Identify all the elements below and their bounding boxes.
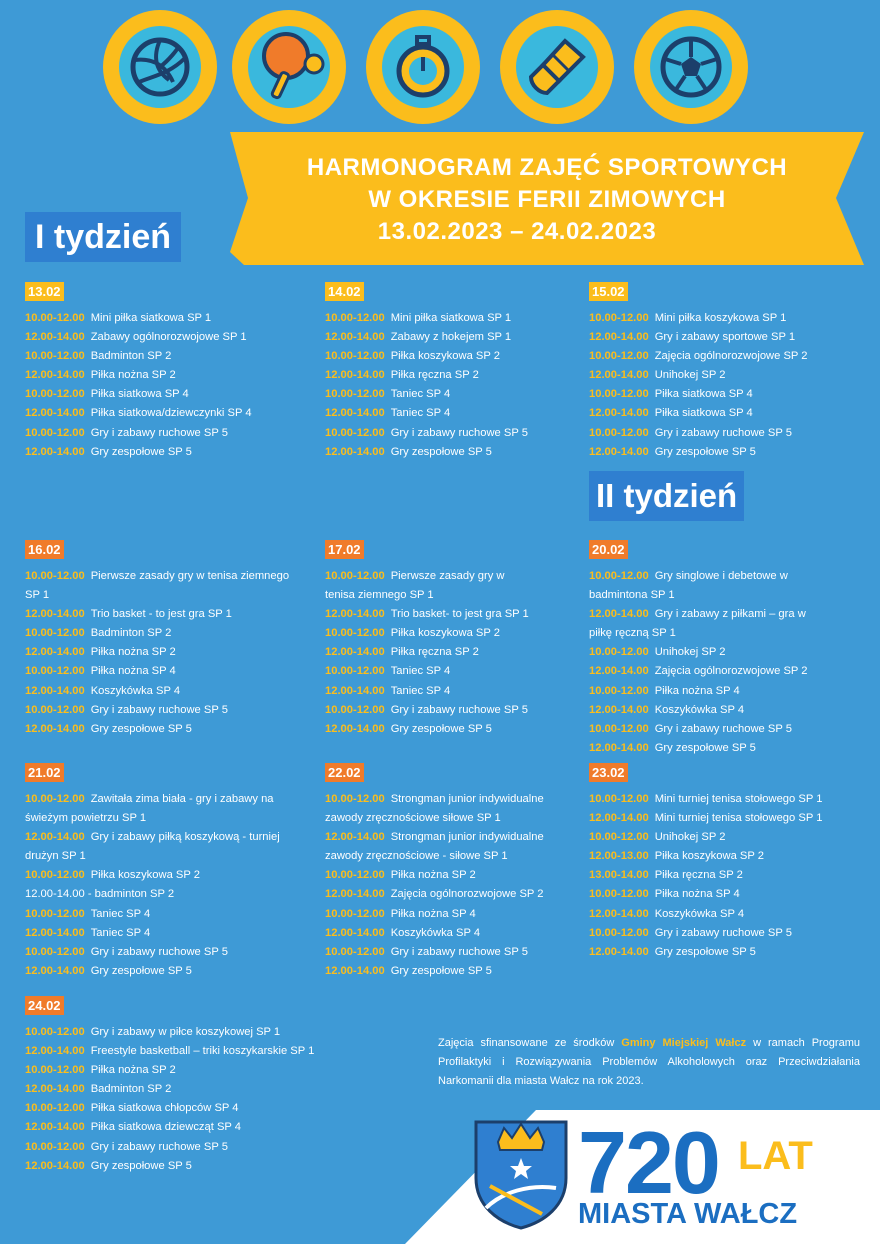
schedule-time: 10.00-12.00 bbox=[589, 722, 649, 735]
schedule-time: 12.00-14.00 bbox=[325, 926, 385, 939]
day-date: 20.02 bbox=[589, 540, 628, 559]
schedule-time: 12.00-14.00 bbox=[25, 608, 85, 621]
schedule-activity: Gry i zabawy ruchowe SP 5 bbox=[654, 426, 792, 439]
schedule-time: 12.00-14.00 bbox=[589, 907, 649, 920]
schedule-time: 12.00-14.00 bbox=[25, 684, 85, 697]
schedule-time: 10.00-12.00 bbox=[25, 793, 85, 805]
schedule-activity: Piłka nożna SP 4 bbox=[654, 684, 740, 697]
schedule-activity: Piłka nożna SP 2 bbox=[90, 369, 176, 382]
schedule-activity: Piłka nożna SP 4 bbox=[654, 888, 740, 901]
schedule-time: 13.00-14.00 bbox=[589, 869, 649, 882]
schedule-time: 10.00-12.00 bbox=[589, 684, 649, 697]
logo-city: MIASTA WAŁCZ bbox=[578, 1198, 798, 1230]
schedule-time: 12.00-13.00 bbox=[589, 850, 649, 863]
schedule-activity: Piłka nożna SP 2 bbox=[390, 869, 476, 882]
schedule-activity: Piłka koszykowa SP 2 bbox=[390, 350, 500, 363]
schedule-activity: Gry zespołowe SP 5 bbox=[90, 445, 192, 458]
banner-title-line2: W OKRESIE FERII ZIMOWYCH bbox=[368, 186, 726, 213]
schedule-activity: Mini piłka siatkowa SP 1 bbox=[390, 312, 512, 324]
week-1-label: I tydzień bbox=[25, 212, 181, 262]
schedule-time: 10.00-12.00 bbox=[589, 312, 649, 324]
schedule-time: 10.00-12.00 bbox=[25, 350, 85, 363]
schedule-activity: Piłka siatkowa/dziewczynki SP 4 bbox=[90, 407, 252, 420]
schedule-time: 10.00-12.00 bbox=[325, 945, 385, 958]
schedule-time: 12.00-14.00 bbox=[325, 407, 385, 420]
walcz-coat-of-arms-icon bbox=[472, 1118, 570, 1230]
schedule-activity: Pierwsze zasady gry w tenisa ziemnego SP 1 bbox=[325, 570, 505, 602]
schedule-activity: Piłka koszykowa SP 2 bbox=[654, 850, 764, 863]
schedule-time: 10.00-12.00 bbox=[25, 945, 85, 958]
schedule-time: 12.00-14.00 bbox=[25, 1045, 85, 1058]
schedule-time: 10.00-12.00 bbox=[25, 907, 85, 920]
schedule-time: 10.00-12.00 bbox=[25, 388, 85, 401]
schedule-time: 10.00-12.00 bbox=[325, 312, 385, 324]
schedule-time: 12.00-14.00 bbox=[325, 888, 385, 901]
schedule-activity: Gry singlowe i debetowe w badmintona SP 1 bbox=[589, 570, 788, 602]
day-date: 16.02 bbox=[25, 540, 64, 559]
schedule-time: 12.00-14.00 bbox=[589, 445, 649, 458]
schedule-activity: Piłka siatkowa SP 4 bbox=[654, 388, 753, 401]
funding-note-highlight: Gminy Miejskiej Wałcz bbox=[621, 1037, 747, 1049]
day-date: 14.02 bbox=[325, 282, 364, 301]
schedule-time: 10.00-12.00 bbox=[25, 1140, 85, 1153]
schedule-activity: Zajęcia ogólnorozwojowe SP 2 bbox=[390, 888, 544, 901]
schedule-activity: Gry i zabawy ruchowe SP 5 bbox=[654, 926, 792, 939]
schedule-time: 12.00-14.00 bbox=[25, 331, 85, 344]
schedule-activity: Zabawy ogólnorozwojowe SP 1 bbox=[90, 331, 247, 344]
schedule-time: 10.00-12.00 bbox=[325, 703, 385, 716]
schedule-activity: Koszykówka SP 4 bbox=[654, 907, 745, 920]
schedule-time: 10.00-12.00 bbox=[325, 388, 385, 401]
schedule-activity: Gry i zabawy ruchowe SP 5 bbox=[90, 945, 228, 958]
schedule-time: 12.00-14.00 bbox=[25, 1159, 85, 1172]
schedule-time: 10.00-12.00 bbox=[589, 570, 649, 582]
schedule-activity: Taniec SP 4 bbox=[390, 665, 451, 678]
schedule-activity: Gry i zabawy ruchowe SP 5 bbox=[390, 426, 528, 439]
schedule-time: 10.00-12.00 bbox=[25, 627, 85, 640]
schedule-activity: Piłka koszykowa SP 2 bbox=[90, 869, 200, 882]
schedule-activity: Zajęcia ogólnorozwojowe SP 2 bbox=[654, 665, 808, 678]
schedule-activity: Unihokej SP 2 bbox=[654, 646, 726, 659]
schedule-activity: Piłka siatkowa chłopców SP 4 bbox=[90, 1102, 239, 1115]
schedule-time: 12.00-14.00 bbox=[325, 722, 385, 735]
schedule-time: 12.00-14.00 bbox=[25, 722, 85, 735]
schedule-time: 12.00-14.00 bbox=[589, 608, 649, 621]
funding-note-part1: Zajęcia sfinansowane ze środków bbox=[438, 1037, 615, 1049]
schedule-time: 10.00-12.00 bbox=[589, 793, 649, 805]
schedule-time: 12.00-14.00 bbox=[25, 369, 85, 382]
schedule-time: 12.00-14.00 bbox=[25, 1083, 85, 1096]
schedule-activity: Piłka ręczna SP 2 bbox=[390, 369, 479, 382]
schedule-time: 12.00-14.00 bbox=[325, 646, 385, 659]
schedule-activity: Gry i zabawy piłką koszykową - turniej drużyn SP 1 bbox=[25, 831, 280, 863]
schedule-activity: Piłka ręczna SP 2 bbox=[390, 646, 479, 659]
schedule-activity: Gry zespołowe SP 5 bbox=[90, 722, 192, 735]
schedule-activity: Gry i zabawy z piłkami – gra w piłkę ręczną SP 1 bbox=[589, 608, 806, 640]
day-date: 17.02 bbox=[325, 540, 364, 559]
schedule-activity: Mini turniej tenisa stołowego SP 1 bbox=[654, 812, 823, 825]
day-date: 23.02 bbox=[589, 763, 628, 782]
schedule-time: 10.00-12.00 bbox=[589, 646, 649, 659]
schedule-time: 10.00-12.00 bbox=[325, 665, 385, 678]
schedule-time: 12.00-14.00 bbox=[589, 665, 649, 678]
day-date: 15.02 bbox=[589, 282, 628, 301]
schedule-time: 12.00-14.00 bbox=[325, 964, 385, 977]
schedule-activity: Gry zespołowe SP 5 bbox=[654, 945, 756, 958]
logo-number: 720 bbox=[578, 1113, 719, 1212]
schedule-time: 10.00-12.00 bbox=[325, 570, 385, 582]
schedule-activity: Gry zespołowe SP 5 bbox=[654, 741, 756, 754]
schedule-time: 10.00-12.00 bbox=[589, 388, 649, 401]
schedule-time: 12.00-14.00 bbox=[589, 945, 649, 958]
schedule-time: 12.00-14.00 bbox=[325, 445, 385, 458]
schedule-time: 10.00-12.00 bbox=[325, 350, 385, 363]
schedule-time: 12.00-14.00 bbox=[25, 1121, 85, 1134]
schedule-activity: Taniec SP 4 bbox=[390, 388, 451, 401]
schedule-time: 12.00-14.00 bbox=[325, 369, 385, 382]
schedule-time: 12.00-14.00 bbox=[325, 331, 385, 344]
schedule-time: 10.00-12.00 bbox=[25, 869, 85, 882]
schedule-time: 10.00-12.00 bbox=[325, 426, 385, 439]
schedule-activity: Gry i zabawy ruchowe SP 5 bbox=[654, 722, 792, 735]
schedule-activity: Piłka siatkowa dziewcząt SP 4 bbox=[90, 1121, 241, 1134]
logo-lat: LAT bbox=[738, 1134, 813, 1178]
week-2-label: II tydzień bbox=[589, 471, 744, 521]
schedule-activity: Zabawy z hokejem SP 1 bbox=[390, 331, 512, 344]
day-date: 13.02 bbox=[25, 282, 64, 301]
schedule-activity: Gry i zabawy sportowe SP 1 bbox=[654, 331, 796, 344]
schedule-activity: Zawitała zima biała - gry i zabawy na świeżym powietrzu SP 1 bbox=[25, 793, 274, 825]
funding-note-part2: w ramach Programu Profilaktyki i Rozwiązywania Problemów Alkoholowych oraz Przeciwdziałania Narkomanii dla miasta Wałcz na rok 2023. bbox=[438, 1037, 860, 1087]
day-date: 24.02 bbox=[25, 996, 64, 1015]
schedule-time: 12.00-14.00 bbox=[25, 964, 85, 977]
schedule-time: 10.00-12.00 bbox=[325, 793, 385, 805]
schedule-activity: Koszykówka SP 4 bbox=[390, 926, 481, 939]
schedule-time: 12.00-14.00 bbox=[25, 831, 85, 844]
schedule-time: 12.00-14.00 bbox=[25, 445, 85, 458]
schedule-activity: Gry zespołowe SP 5 bbox=[390, 445, 492, 458]
schedule-time: 10.00-12.00 bbox=[325, 627, 385, 640]
schedule-activity: Mini turniej tenisa stołowego SP 1 bbox=[654, 793, 823, 805]
schedule-time: 12.00-14.00 bbox=[589, 812, 649, 825]
schedule-time: 10.00-12.00 bbox=[25, 665, 85, 678]
schedule-time: 10.00-12.00 bbox=[589, 888, 649, 901]
schedule-time: 12.00-14.00 bbox=[325, 684, 385, 697]
day-date: 21.02 bbox=[25, 763, 64, 782]
schedule-time: 12.00-14.00 bbox=[589, 331, 649, 344]
schedule-activity: Badminton SP 2 bbox=[90, 1083, 172, 1096]
schedule-time: 10.00-12.00 bbox=[25, 312, 85, 324]
schedule-activity: Gry i zabawy ruchowe SP 5 bbox=[90, 426, 228, 439]
schedule-activity: Gry i zabawy ruchowe SP 5 bbox=[90, 1140, 228, 1153]
schedule-activity: Koszykówka SP 4 bbox=[90, 684, 181, 697]
schedule-activity: Badminton SP 2 bbox=[90, 627, 172, 640]
schedule-activity: Taniec SP 4 bbox=[390, 684, 451, 697]
day-date: 22.02 bbox=[325, 763, 364, 782]
schedule-time: 12.00-14.00 bbox=[325, 608, 385, 621]
schedule-time: 12.00-14.00 bbox=[25, 646, 85, 659]
schedule-time: 12.00-14.00 bbox=[325, 831, 385, 844]
schedule-activity: Mini piłka siatkowa SP 1 bbox=[90, 312, 212, 324]
schedule-activity: Gry i zabawy ruchowe SP 5 bbox=[90, 703, 228, 716]
schedule-activity: Piłka siatkowa SP 4 bbox=[654, 407, 753, 420]
schedule-activity: 12.00-14.00 - badminton SP 2 bbox=[25, 888, 175, 901]
schedule-time: 10.00-12.00 bbox=[25, 1026, 85, 1038]
schedule-activity: Piłka koszykowa SP 2 bbox=[390, 627, 500, 640]
schedule-activity: Freestyle basketball – triki koszykarskie SP 1 bbox=[90, 1045, 315, 1058]
schedule-time: 10.00-12.00 bbox=[589, 426, 649, 439]
schedule-activity: Koszykówka SP 4 bbox=[654, 703, 745, 716]
schedule-activity: Gry zespołowe SP 5 bbox=[390, 964, 492, 977]
schedule-time: 12.00-14.00 bbox=[589, 369, 649, 382]
schedule-activity: Unihokej SP 2 bbox=[654, 369, 726, 382]
schedule-activity: Gry i zabawy ruchowe SP 5 bbox=[390, 945, 528, 958]
schedule-time: 12.00-14.00 bbox=[589, 741, 649, 754]
schedule-time: 10.00-12.00 bbox=[589, 926, 649, 939]
banner-title-line1: HARMONOGRAM ZAJĘĆ SPORTOWYCH bbox=[306, 154, 788, 181]
schedule-activity: Piłka ręczna SP 2 bbox=[654, 869, 743, 882]
schedule-time: 12.00-14.00 bbox=[25, 926, 85, 939]
schedule-activity: Gry zespołowe SP 5 bbox=[390, 722, 492, 735]
schedule-time: 10.00-12.00 bbox=[25, 570, 85, 582]
schedule-time: 10.00-12.00 bbox=[25, 703, 85, 716]
schedule-activity: Pierwsze zasady gry w tenisa ziemnego SP 1 bbox=[25, 570, 290, 602]
schedule-time: 10.00-12.00 bbox=[25, 1102, 85, 1115]
schedule-activity: Gry i zabawy ruchowe SP 5 bbox=[390, 703, 528, 716]
schedule-time: 12.00-14.00 bbox=[589, 407, 649, 420]
schedule-activity: Piłka nożna SP 4 bbox=[390, 907, 476, 920]
schedule-activity: Trio basket - to jest gra SP 1 bbox=[90, 608, 232, 621]
schedule-activity: Piłka nożna SP 2 bbox=[90, 646, 176, 659]
schedule-time: 12.00-14.00 bbox=[589, 703, 649, 716]
schedule-activity: Strongman junior indywidualne zawody zręcznościowe siłowe SP 1 bbox=[325, 793, 544, 825]
banner-dates: 13.02.2023 – 24.02.2023 bbox=[377, 218, 657, 245]
schedule-activity: Piłka nożna SP 4 bbox=[90, 665, 176, 678]
schedule-activity: Zajęcia ogólnorozwojowe SP 2 bbox=[654, 350, 808, 363]
schedule-time: 10.00-12.00 bbox=[25, 1064, 85, 1077]
schedule-activity: Unihokej SP 2 bbox=[654, 831, 726, 844]
schedule-activity: Taniec SP 4 bbox=[90, 926, 151, 939]
schedule-activity: Gry zespołowe SP 5 bbox=[90, 964, 192, 977]
schedule-time: 10.00-12.00 bbox=[25, 426, 85, 439]
schedule-activity: Taniec SP 4 bbox=[90, 907, 151, 920]
schedule-activity: Piłka siatkowa SP 4 bbox=[90, 388, 189, 401]
schedule-activity: Trio basket- to jest gra SP 1 bbox=[390, 608, 529, 621]
schedule-activity: Taniec SP 4 bbox=[390, 407, 451, 420]
schedule-time: 10.00-12.00 bbox=[325, 907, 385, 920]
schedule-activity: Mini piłka koszykowa SP 1 bbox=[654, 312, 787, 324]
schedule-activity: Gry i zabawy w piłce koszykowej SP 1 bbox=[90, 1026, 281, 1038]
schedule-time: 10.00-12.00 bbox=[589, 831, 649, 844]
schedule-activity: Piłka nożna SP 2 bbox=[90, 1064, 176, 1077]
schedule-time: 10.00-12.00 bbox=[325, 869, 385, 882]
schedule-time: 10.00-12.00 bbox=[589, 350, 649, 363]
schedule-time: 12.00-14.00 bbox=[25, 407, 85, 420]
schedule-activity: Gry zespołowe SP 5 bbox=[654, 445, 756, 458]
schedule-activity: Badminton SP 2 bbox=[90, 350, 172, 363]
schedule-activity: Strongman junior indywidualne zawody zręcznościowe - siłowe SP 1 bbox=[325, 831, 544, 863]
schedule-activity: Gry zespołowe SP 5 bbox=[90, 1159, 192, 1172]
